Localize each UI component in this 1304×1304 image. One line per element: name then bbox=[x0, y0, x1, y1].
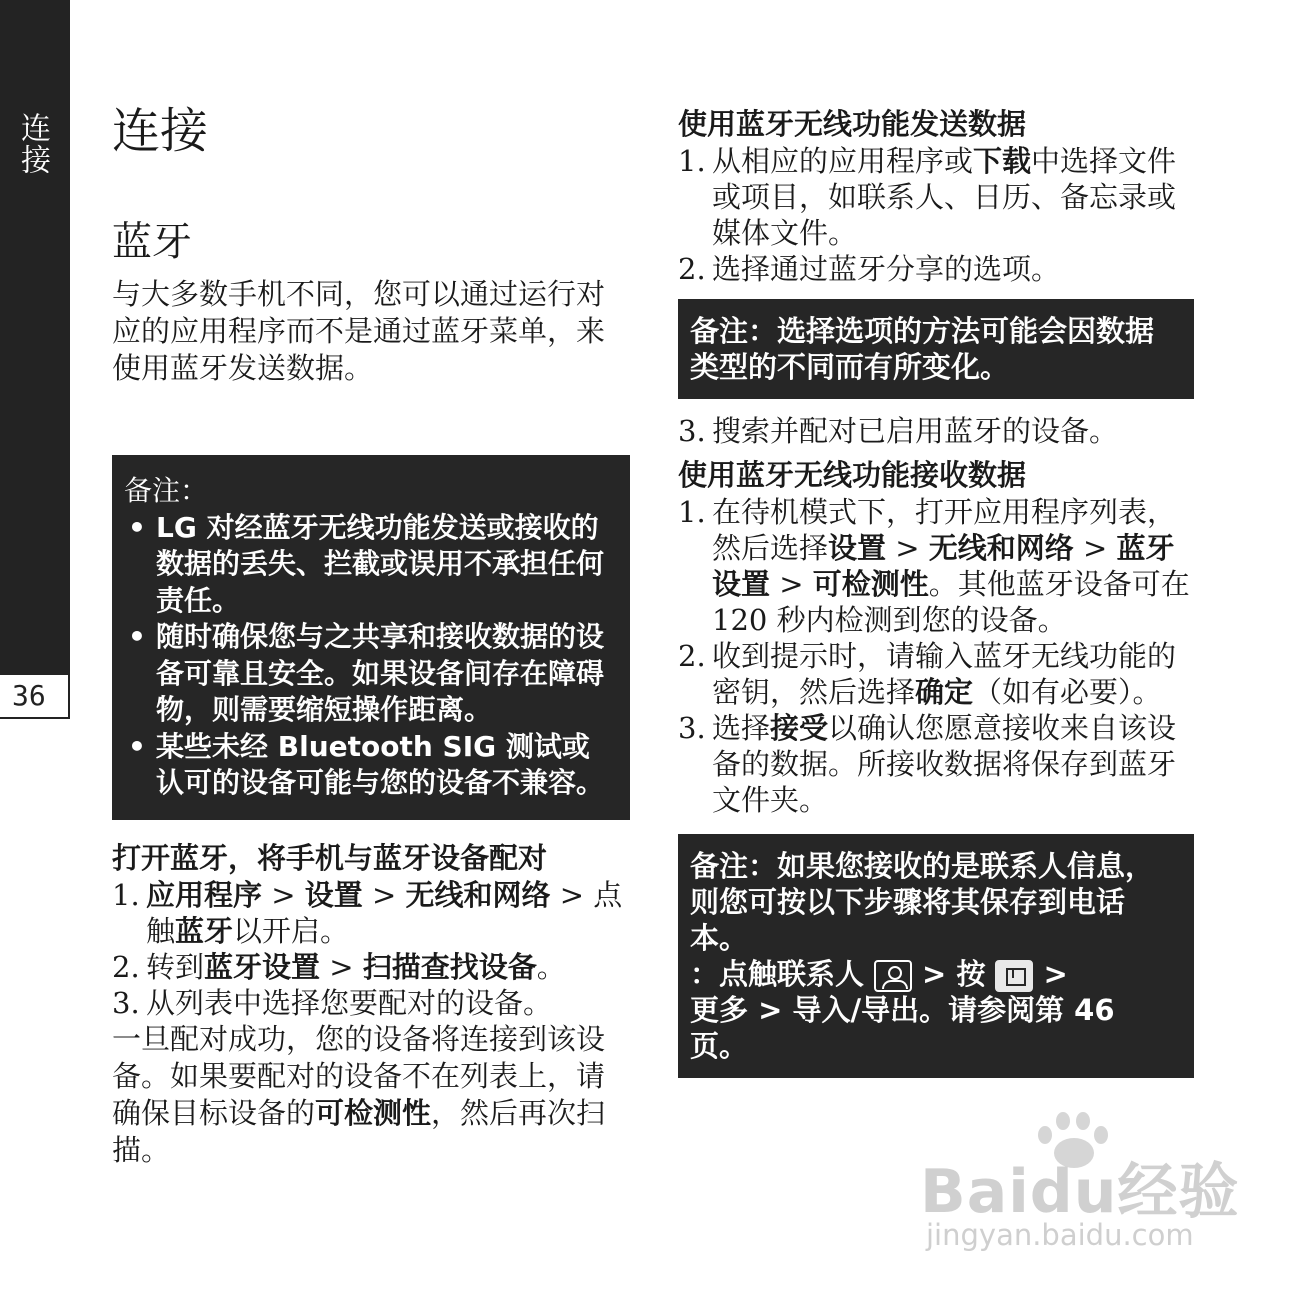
path-separator: > bbox=[262, 877, 305, 912]
send-step-1 bbox=[678, 143, 1196, 251]
bold-term: 可检测性 bbox=[315, 1095, 432, 1130]
path-separator: > bbox=[1043, 957, 1068, 991]
contacts-icon bbox=[874, 960, 912, 992]
note-heading: 备注： bbox=[124, 474, 209, 507]
menu-path-item: 蓝牙设置 bbox=[712, 531, 1175, 601]
note-text: 备注：如果您接收的是联系人信息，则您可按以下步骤将其保存到电话本。 bbox=[690, 849, 1155, 955]
step-number: 2. bbox=[112, 949, 140, 984]
step-text: 在待机模式下，打开应用程序列表，然后选择 bbox=[712, 495, 1177, 565]
pair-steps bbox=[112, 877, 632, 1021]
step-number: 3. bbox=[678, 414, 706, 448]
step-text: 以开启。 bbox=[233, 913, 350, 948]
step-number: 1. bbox=[112, 877, 140, 912]
sidebar bbox=[0, 0, 70, 675]
page-number: 36 bbox=[12, 679, 46, 712]
step-number: 2. bbox=[678, 252, 706, 286]
path-separator: > bbox=[1073, 531, 1117, 565]
step-text: 搜索并配对已启用蓝牙的设备。 bbox=[712, 414, 1119, 448]
menu-path-item: 无线和网络 bbox=[405, 877, 551, 912]
step-number: 3. bbox=[112, 985, 140, 1020]
menu-path-item: 设置 bbox=[304, 877, 363, 912]
left-column bbox=[112, 100, 632, 1169]
note-box bbox=[112, 455, 630, 820]
menu-path-item: 蓝牙设置 bbox=[204, 949, 321, 984]
paragraph-text: ，然后再次扫描。 bbox=[112, 1095, 606, 1167]
note-text: 按 bbox=[956, 957, 986, 991]
note-item: • 某些未经 Bluetooth SIG 测试或认可的设备可能与您的设备不兼容。 bbox=[124, 729, 616, 802]
receive-step-1 bbox=[678, 494, 1196, 638]
path-separator: > bbox=[886, 531, 929, 565]
step-text: 收到提示时，请输入蓝牙无线功能的密钥，然后选择 bbox=[712, 639, 1177, 709]
step-number: 1. bbox=[678, 144, 706, 178]
send-step-3 bbox=[678, 413, 1196, 449]
bold-term: 确定 bbox=[915, 675, 974, 709]
menu-path-item: 设置 bbox=[828, 531, 887, 565]
pair-after-paragraph bbox=[112, 1021, 632, 1169]
baidu-watermark bbox=[920, 1108, 1240, 1258]
step-number: 3. bbox=[678, 711, 706, 745]
right-column bbox=[678, 106, 1196, 1078]
bold-term: 接受 bbox=[770, 711, 829, 745]
pair-section-heading: 打开蓝牙，将手机与蓝牙设备配对 bbox=[112, 840, 548, 875]
pair-step-1 bbox=[112, 877, 632, 949]
step-text: 从列表中选择您要配对的设备。 bbox=[146, 985, 553, 1020]
page-number-box bbox=[0, 675, 70, 719]
path-separator: > bbox=[922, 957, 947, 991]
receive-step-2 bbox=[678, 638, 1196, 710]
section-title-bluetooth: 蓝牙 bbox=[112, 219, 192, 265]
send-steps-cont bbox=[678, 413, 1196, 449]
sidebar-chapter-label: 连接 bbox=[15, 112, 50, 176]
menu-path-item: 蓝牙 bbox=[175, 913, 234, 948]
menu-path-item: 可检测性 bbox=[812, 567, 929, 601]
send-note-box: 备注：选择选项的方法可能会因数据类型的不同而有所变化。 bbox=[678, 299, 1194, 399]
paragraph-text: 一旦配对成功，您的设备将连接到该设备。如果要配对的设备不在列表上，请确保目标设备的 bbox=[112, 1021, 606, 1130]
path-separator: > 点触 bbox=[146, 877, 623, 948]
receive-step-3 bbox=[678, 710, 1196, 818]
step-text: 。其他蓝牙设备可在 120 秒内检测到您的设备。 bbox=[712, 567, 1190, 637]
note-list bbox=[124, 510, 616, 802]
note-item: • 随时确保您与之共享和接收数据的设备可靠且安全。如果设备间存在障碍物，则需要缩短操作距离。 bbox=[124, 619, 616, 729]
step-text: 选择 bbox=[712, 711, 771, 745]
note-text: ：点触联系人 bbox=[690, 957, 865, 991]
step-number: 1. bbox=[678, 495, 706, 529]
receive-steps bbox=[678, 494, 1196, 818]
receive-note-box bbox=[678, 834, 1194, 1078]
pair-step-3 bbox=[112, 985, 632, 1021]
watermark-url: jingyan.baidu.com bbox=[926, 1218, 1194, 1252]
menu-path-item: 无线和网络 bbox=[928, 531, 1074, 565]
bold-term: 下载 bbox=[973, 144, 1032, 178]
step-text: 从相应的应用程序或 bbox=[712, 144, 974, 178]
step-text: 中选择文件或项目，如联系人、日历、备忘录或媒体文件。 bbox=[712, 144, 1177, 250]
watermark-brand: Baidu经验 bbox=[920, 1157, 1240, 1227]
note-text: 更多 > 导入/导出。请参阅第 46 页。 bbox=[690, 993, 1115, 1063]
step-text: 转到 bbox=[146, 949, 205, 984]
receive-section-heading: 使用蓝牙无线功能接收数据 bbox=[678, 458, 1027, 492]
path-separator: > bbox=[770, 567, 813, 601]
intro-paragraph: 与大多数手机不同，您可以通过运行对应的应用程序而不是通过蓝牙菜单，来使用蓝牙发送数据。 bbox=[112, 277, 606, 385]
step-text: 。 bbox=[536, 949, 566, 984]
send-section-heading: 使用蓝牙无线功能发送数据 bbox=[678, 107, 1027, 141]
path-separator: > bbox=[320, 949, 363, 984]
send-steps bbox=[678, 143, 1196, 287]
path-separator: > bbox=[362, 877, 406, 912]
menu-key-icon bbox=[995, 960, 1033, 992]
note-item: • LG 对经蓝牙无线功能发送或接收的数据的丢失、拦截或误用不承担任何责任。 bbox=[124, 510, 616, 620]
page-title: 连接 bbox=[112, 103, 209, 159]
step-text: 以确认您愿意接收来自该设备的数据。所接收数据将保存到蓝牙文件夹。 bbox=[712, 711, 1177, 817]
send-step-2 bbox=[678, 251, 1196, 287]
menu-path-item: 应用程序 bbox=[146, 877, 263, 912]
menu-path-item: 扫描查找设备 bbox=[362, 949, 537, 984]
step-text: （如有必要）。 bbox=[973, 675, 1162, 709]
step-number: 2. bbox=[678, 639, 706, 673]
step-text: 选择通过蓝牙分享的选项。 bbox=[712, 252, 1061, 286]
pair-step-2 bbox=[112, 949, 632, 985]
